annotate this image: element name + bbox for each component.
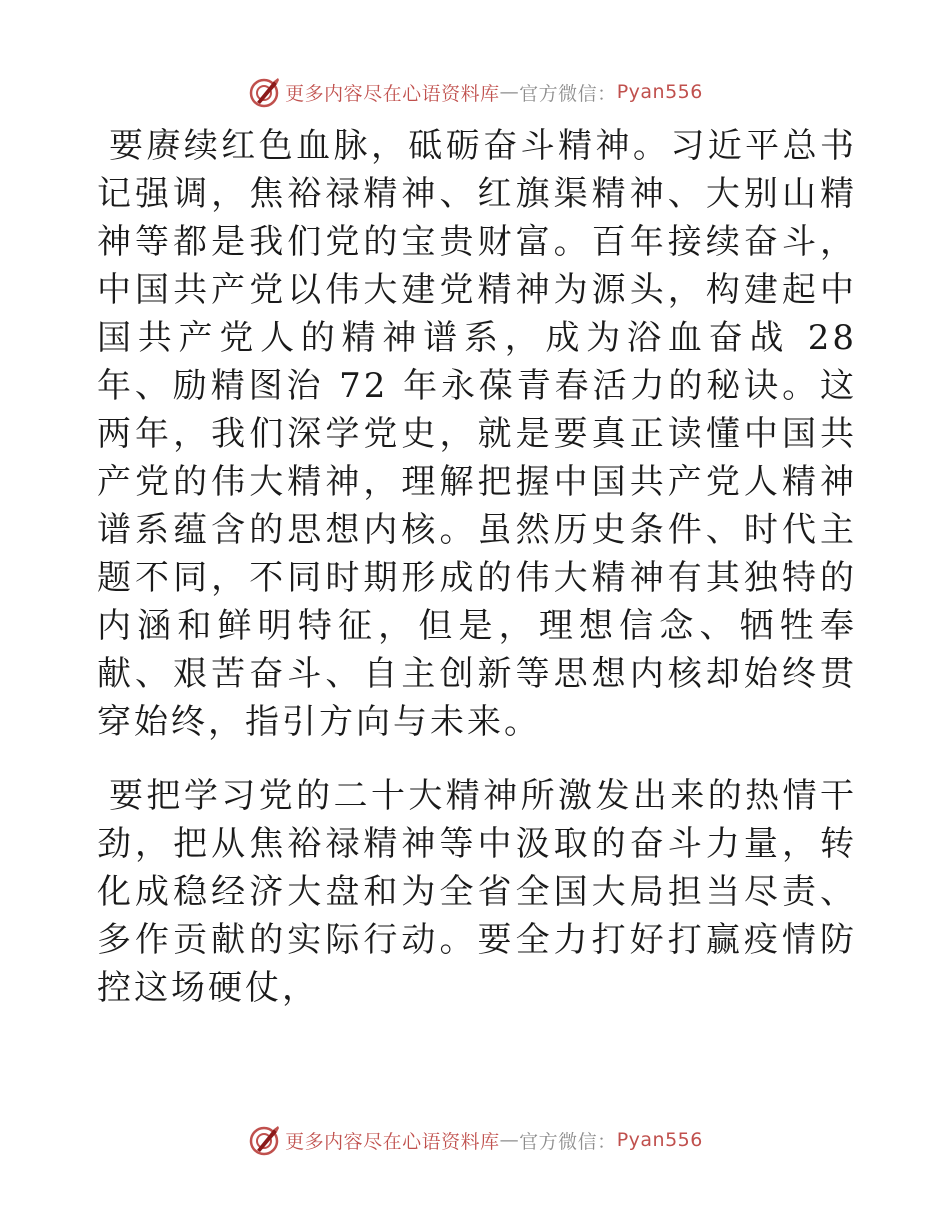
banner-dash: —	[499, 81, 520, 103]
banner-main-text: 更多内容尽在心语资料库	[285, 82, 500, 105]
header-watermark-banner	[0, 72, 950, 112]
pen-logo-icon	[247, 1123, 281, 1157]
paragraph-2: 要把学习党的二十大精神所激发出来的热情干劲，把从焦裕禄精神等中汲取的奋斗力量，转化成稳经济大盘和为全省全国大局担当尽责、多作贡献的实际行动。要全力打好打赢疫情防控这场硬仗，	[97, 776, 857, 1008]
banner-wechat-label: 官方微信：	[519, 1130, 617, 1153]
banner-wechat-id: Pyan556	[616, 81, 703, 103]
document-body	[97, 122, 857, 1012]
banner-main-text: 更多内容尽在心语资料库	[285, 1130, 500, 1153]
banner-wechat-label: 官方微信：	[519, 82, 617, 105]
pen-logo-icon	[247, 75, 281, 109]
paragraph-1: 要赓续红色血脉，砥砺奋斗精神。习近平总书记强调，焦裕禄精神、红旗渠精神、大别山精神等都是我们党的宝贵财富。百年接续奋斗，中国共产党以伟大建党精神为源头，构建起中国共产党人的精神谱系，成为浴血奋战 28 年、励精图治 72 年永葆青春活力的秘诀。这两年，我们深学党史，就是要真正读懂中国共产党的伟大精神，理解把握中国共产党人精神谱系蕴含的思想内核。虽然历史条件、时代主题不同，不同时期形成的伟大精神有其独特的内涵和鲜明特征，但是，理想信念、牺牲奉献、艰苦奋斗、自主创新等思想内核却始终贯穿始终，指引方向与未来。	[97, 126, 857, 742]
banner-wechat-id: Pyan556	[616, 1129, 703, 1151]
footer-watermark-banner	[0, 1120, 950, 1160]
banner-dash: —	[499, 1129, 520, 1151]
